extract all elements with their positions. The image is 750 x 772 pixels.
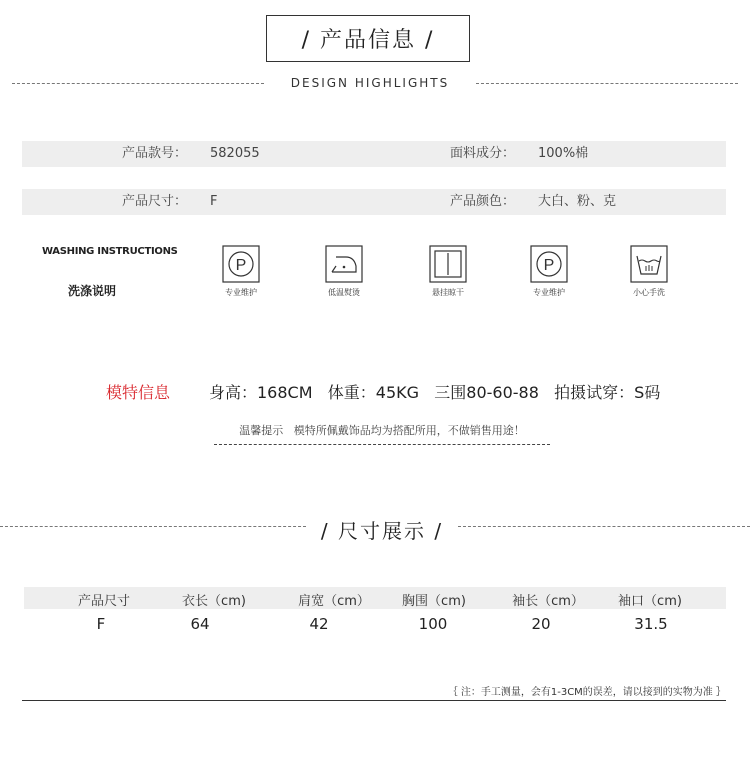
- care-item: [619, 244, 679, 298]
- measurement-note: ｛ 注：手工测量，会有1-3CM的误差，请以接到的实物为准 ｝: [447, 687, 726, 698]
- size-divider-right: [458, 526, 750, 527]
- washing-title-en: WASHING INSTRUCTIONS: [42, 246, 178, 257]
- hang-dry-icon: [428, 244, 468, 284]
- care-item: [211, 244, 271, 298]
- product-size-label: 产品尺寸：: [122, 194, 188, 209]
- size-cell: 20: [531, 615, 551, 633]
- page-subtitle: DESIGN HIGHLIGHTS: [290, 76, 450, 90]
- care-label: 低温熨烫: [328, 288, 360, 297]
- size-divider-left: [0, 526, 306, 527]
- size-col-header: 肩宽（cm）: [298, 594, 370, 609]
- product-code-label: 产品款号：: [122, 146, 188, 161]
- washing-title-cn: 洗涤说明: [68, 284, 117, 298]
- care-label: 专业维护: [225, 288, 257, 297]
- care-item: [418, 244, 478, 298]
- color-value: 大白、粉、克: [538, 194, 617, 209]
- size-cell: 100: [418, 615, 448, 633]
- model-info-details: 身高：168CM 体重：45KG 三围80-60-88 拍摄试穿：S码: [209, 383, 661, 402]
- size-cell: 31.5: [634, 615, 668, 633]
- size-col-header: 袖口（cm): [618, 594, 682, 609]
- size-col-header: 产品尺寸: [77, 594, 130, 609]
- care-item: [314, 244, 374, 298]
- low-temp-iron-icon: [324, 244, 364, 284]
- color-label: 产品颜色：: [450, 194, 516, 209]
- model-tip: 温馨提示 模特所佩戴饰品均为搭配所用，不做销售用途！: [214, 422, 550, 445]
- size-col-header: 袖长（cm）: [512, 594, 584, 609]
- size-cell: F: [96, 615, 106, 633]
- fabric-label: 面料成分：: [450, 146, 516, 161]
- care-label: 悬挂晾干: [432, 288, 464, 297]
- svg-text:P: P: [235, 257, 247, 274]
- product-size-value: F: [210, 194, 218, 209]
- divider-left: [12, 83, 264, 84]
- care-label: 专业维护: [533, 288, 565, 297]
- professional-care-icon: [221, 244, 261, 284]
- size-col-header: 胸围（cm): [402, 594, 466, 609]
- size-cell: 64: [190, 615, 210, 633]
- care-item: [519, 244, 579, 298]
- fabric-value: 100%棉: [538, 146, 589, 161]
- hand-wash-icon: [629, 244, 669, 284]
- size-section-title: / 尺寸展示 /: [320, 519, 444, 543]
- bottom-divider: [22, 700, 726, 701]
- professional-care-icon: [529, 244, 569, 284]
- model-info-title: 模特信息: [106, 383, 171, 402]
- divider-right: [476, 83, 738, 84]
- svg-text:P: P: [543, 257, 555, 274]
- product-code-value: 582055: [210, 146, 260, 161]
- page-title: / 产品信息 /: [266, 15, 470, 62]
- size-cell: 42: [309, 615, 329, 633]
- care-label: 小心手洗: [633, 288, 665, 297]
- size-col-header: 衣长（cm): [182, 594, 246, 609]
